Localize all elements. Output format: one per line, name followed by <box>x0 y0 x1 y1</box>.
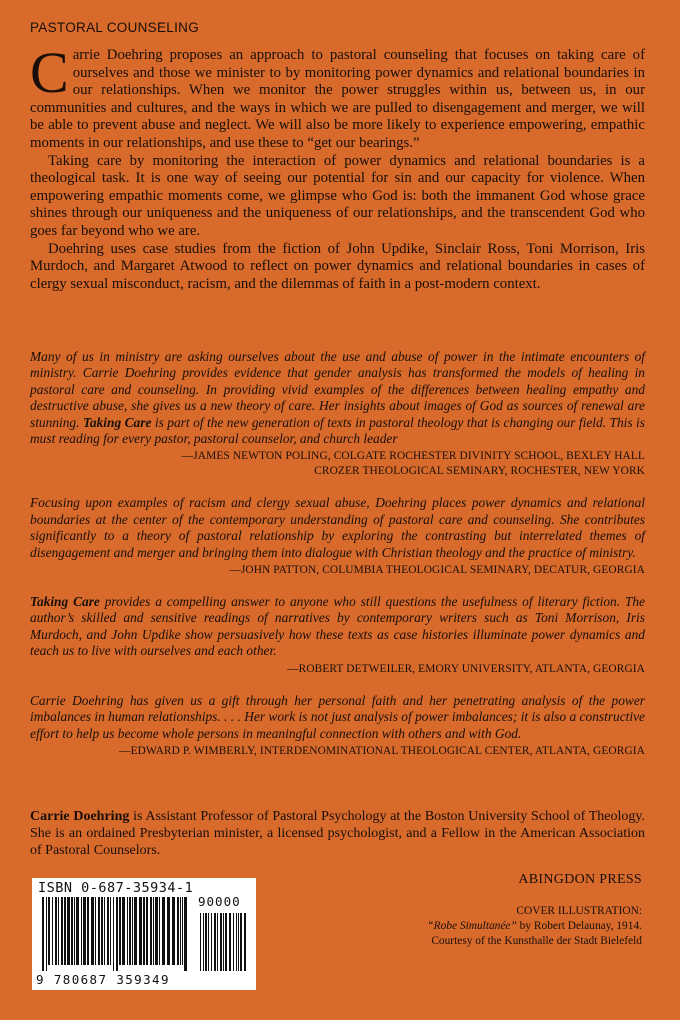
publisher-name: ABINGDON PRESS <box>518 872 642 887</box>
barcode-bar <box>87 897 89 965</box>
barcode-bar <box>58 897 59 965</box>
barcode-bar <box>155 897 158 965</box>
barcode-bar <box>91 897 94 965</box>
drop-cap: C <box>30 40 69 105</box>
barcode-bar <box>95 897 96 965</box>
barcode-bar <box>67 897 70 965</box>
barcode-bar <box>162 897 165 965</box>
barcode-bar <box>46 897 47 971</box>
barcode-addon-bar <box>211 913 212 971</box>
barcode-bar <box>119 897 121 965</box>
barcode-addon-bar <box>205 913 207 971</box>
barcode-addon-bar <box>214 913 216 971</box>
cover-illustration-credit: COVER ILLUSTRATION: “Robe Simultanée” by Robert Delaunay, 1914. Courtesy of the Kunsthalle der Stadt Bielefeld <box>427 905 642 947</box>
barcode-bar <box>107 897 109 965</box>
barcode-bar <box>127 897 128 965</box>
barcode-bar <box>48 897 50 965</box>
barcode-bar <box>150 897 152 965</box>
barcode-addon-bar <box>240 913 242 971</box>
endorsement-quote-3: Taking Care provides a compelling answer to anyone who still questions the usefulness of literary fiction. The author’s skilled and sensitive readings of narratives by contemporary writers such as Toni Morrison, Iris Murdoch, and John Updike show persuasively how these texts as case histories illuminate power dynamics and teach us to live with ourselves and each other. <box>30 594 646 659</box>
endorsement-attribution-2: —JOHN PATTON, COLUMBIA THEOLOGICAL SEMINARY, DECATUR, GEORGIA <box>229 564 645 577</box>
barcode-bar <box>101 897 103 965</box>
barcode-bar <box>104 897 105 965</box>
barcode-bar <box>76 897 79 965</box>
barcode-bar <box>74 897 75 965</box>
barcode-addon-bar <box>217 913 218 971</box>
barcode <box>32 878 256 990</box>
author-bio: Carrie Doehring is Assistant Professor of Pastoral Psychology at the Boston University School of Theology. She is an ordained Presbyterian minister, a licensed psychologist, and a Fellow in the American Association of Pastoral Counselors. <box>30 809 645 858</box>
barcode-addon-bar <box>220 913 222 971</box>
endorsement-attribution-1: —JAMES NEWTON POLING, COLGATE ROCHESTER DIVINITY SCHOOL, BEXLEY HALL CROZER THEOLOGICAL SEMINARY, ROCHESTER, NEW YORK <box>181 450 645 478</box>
barcode-bar <box>184 897 187 971</box>
author-name: Carrie Doehring <box>30 809 130 824</box>
barcode-bar <box>71 897 73 965</box>
barcode-bar <box>116 897 118 971</box>
endorsements <box>30 349 645 775</box>
barcode-bar <box>182 897 183 965</box>
barcode-bar <box>52 897 53 965</box>
barcode-bar <box>143 897 145 965</box>
barcode-bar <box>61 897 63 965</box>
barcode-bar <box>55 897 57 965</box>
barcode-bar <box>159 897 160 965</box>
ean-digits: 9 780687 359349 <box>36 972 170 987</box>
barcode-addon-bar <box>244 913 246 971</box>
barcode-bar <box>98 897 100 965</box>
intro-description <box>30 40 645 293</box>
barcode-bar <box>153 897 154 965</box>
endorsement-quote-4: Carrie Doehring has given us a gift through her personal faith and her penetrating analysis of the power imbalances in human relationships. . . . Her work is not just analysis of power imbalances; it is also a constructive effort to help us become whole persons in meaningful connection with others and with God. <box>30 692 645 741</box>
book-title: Taking Care <box>82 414 152 430</box>
barcode-bar <box>180 897 181 965</box>
barcode-addon-bar <box>208 913 209 971</box>
barcode-bar <box>167 897 170 965</box>
barcode-bar <box>113 897 114 971</box>
barcode-bar <box>83 897 86 965</box>
intro-paragraph-1 <box>30 40 645 153</box>
barcode-bar <box>64 897 66 965</box>
barcode-bar <box>177 897 179 965</box>
endorsement-attribution-3: —ROBERT DETWEILER, EMORY UNIVERSITY, ATLANTA, GEORGIA <box>287 662 645 675</box>
barcode-bar <box>122 897 125 965</box>
barcode-addon-bar <box>223 913 224 971</box>
barcode-bar <box>110 897 111 965</box>
barcode-bar <box>139 897 142 965</box>
book-title: Taking Care <box>30 594 100 610</box>
price-addon-digits: 90000 <box>198 894 241 909</box>
barcode-addon-bar <box>200 913 201 971</box>
barcode-bar <box>132 897 133 965</box>
barcode-addon-bar <box>236 913 237 971</box>
endorsement-quote-2: Focusing upon examples of racism and clergy sexual abuse, Doehring places power dynamics and relational boundaries at the center of the contemporary understanding of pastoral care and counseling. She contributes significantly to a theory of pastoral relationship by exploring the contrasting but interrelated themes of disengagement and merger and bringing them into dialogue with Christian theology and the practice of ministry. <box>30 495 645 560</box>
barcode-addon-bar <box>233 913 234 971</box>
barcode-bar <box>172 897 175 965</box>
endorsement-attribution-4: —EDWARD P. WIMBERLY, INTERDENOMINATIONAL THEOLOGICAL CENTER, ATLANTA, GEORGIA <box>119 744 645 757</box>
barcode-bar <box>81 897 82 965</box>
barcode-bar <box>146 897 148 965</box>
intro-paragraph-2: Taking care by monitoring the interaction of power dynamics and relational boundaries is a theological task. It is one way of seeing our potential for sin and our capacity for violence. When empowering empathic moments come, we glimpse who God is: both the immanent God whose grace shines through our uniqueness and the uniqueness of our relationships, and the transcendent God who goes far beyond who we are. <box>30 152 645 239</box>
barcode-addon-bar <box>225 913 227 971</box>
intro-paragraph-3: Doehring uses case studies from the fiction of John Updike, Sinclair Ross, Toni Morrison, Iris Murdoch, and Margaret Atwood to reflect on power dynamics and relational boundaries in cases of clergy sexual misconduct, racism, and the dilemmas of faith in a post-modern context. <box>30 240 645 292</box>
isbn-label: ISBN 0-687-35934-1 <box>38 880 194 896</box>
intro-paragraph-1-text: arrie Doehring proposes an approach to pastoral counseling that focuses on taking care of ourselves and those we minister to by monitoring power dynamics and relational boundaries in our relationships. When we monitor the power struggles within us, between us, in our communities and cultures, and the ways in which we are pulled to disengagement and merger, we will be able to prevent abuse and neglect. We will also be more likely to experience empowering, empathic moments in our relationships, and use these to “get our bearings.” <box>30 47 645 151</box>
barcode-addon-bar <box>229 913 231 971</box>
category-label: PASTORAL COUNSELING <box>30 20 199 35</box>
artwork-title: “Robe Simultanée” <box>427 920 517 932</box>
barcode-bar <box>129 897 131 965</box>
barcode-addon-bar <box>203 913 204 971</box>
barcode-bar <box>42 897 44 971</box>
barcode-addon-bar <box>238 913 239 971</box>
barcode-bar <box>134 897 137 965</box>
endorsement-quote-1: Many of us in ministry are asking ourselves about the use and abuse of power in the intimate encounters of ministry. Carrie Doehring provides evidence that gender analysis has transformed the models of healing in pastoral care and counseling. In providing vivid examples of the differences between healing empathy and destructive abuse, she gives us a new theory of care. Her insights about images of God as sources of renewal are stunning. Taking Care is part of the new generation of texts in pastoral theology that is changing our field. This is must reading for every pastor, pastoral counselor, and church leader <box>30 349 645 447</box>
